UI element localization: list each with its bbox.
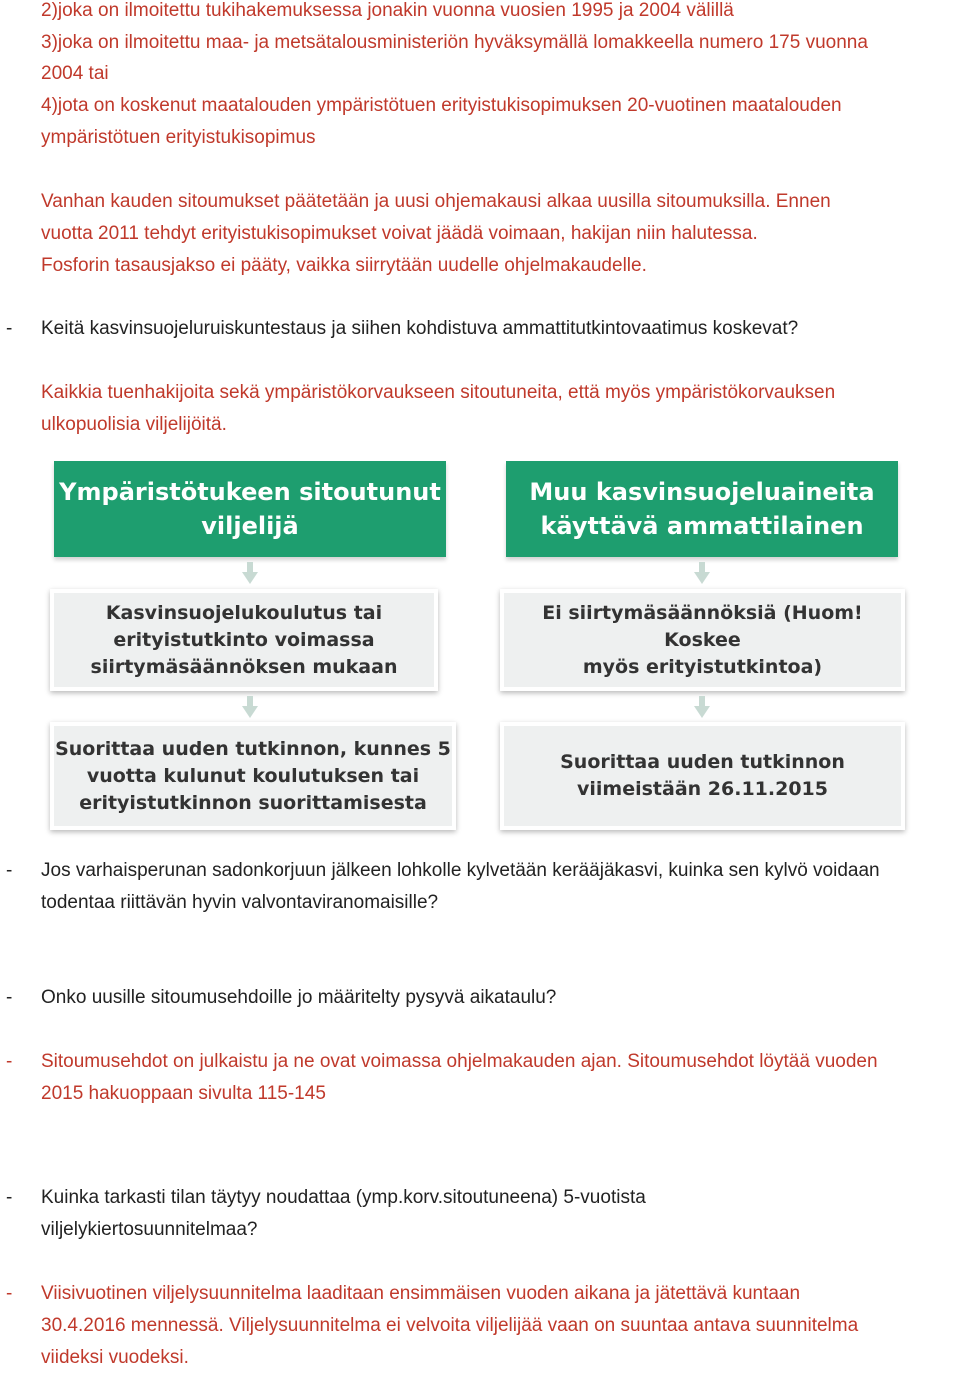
down-arrow-icon xyxy=(242,572,258,584)
down-arrow-icon xyxy=(694,572,710,584)
question-line: viljelykiertosuunnitelmaa? xyxy=(41,1219,258,1240)
question-line: todentaa riittävän hyvin valvontaviranomaisille? xyxy=(41,892,439,913)
down-arrow-icon xyxy=(694,706,710,718)
answer-line: Viisivuotinen viljelysuunnitelma laaditaan ensimmäisen vuoden aikana ja jätettävä kuntaan xyxy=(41,1283,801,1304)
bullet-dash: - xyxy=(6,1187,13,1208)
answer-line: Vanhan kauden sitoumukset päätetään ja uusi ohjemakausi alkaa uusilla sitoumuksilla. Ennen xyxy=(41,191,831,212)
bullet-dash: - xyxy=(6,860,13,881)
question-line: Onko uusille sitoumusehdoille jo määritelty pysyvä aikataulu? xyxy=(41,987,557,1008)
answer-line: 2015 hakuoppaan sivulta 115-145 xyxy=(41,1083,326,1104)
intro-line: 3)joka on ilmoitettu maa- ja metsätalousministeriön hyväksymällä lomakkeella numero 175 vuonna xyxy=(41,32,868,53)
question-line: Jos varhaisperunan sadonkorjuun jälkeen lohkolle kylvetään kerääjäkasvi, kuinka sen kylvö voidaan xyxy=(41,860,880,881)
answer-line: 30.4.2016 mennessä. Viljelysuunnitelma ei velvoita viljelijää vaan on suuntaa antava suunnitelma xyxy=(41,1315,859,1336)
bullet-dash: - xyxy=(6,1051,13,1072)
bullet-dash: - xyxy=(6,987,13,1008)
answer-line: vuotta 2011 tehdyt erityistukisopimukset voivat jäädä voimaan, hakijan niin halutessa. xyxy=(41,223,758,244)
down-arrow-icon xyxy=(242,706,258,718)
answer-line: Sitoumusehdot on julkaistu ja ne ovat voimassa ohjelmakauden ajan. Sitoumusehdot löytää vuoden xyxy=(41,1051,878,1072)
diagram-header-right: Muu kasvinsuojeluaineita käyttävä ammattilainen xyxy=(506,461,898,557)
answer-line: Fosforin tasausjakso ei pääty, vaikka siirrytään uudelle ohjelmakaudelle. xyxy=(41,255,647,276)
intro-line: 4)jota on koskenut maatalouden ympäristötuen erityistukisopimuksen 20-vuotinen maatalouden xyxy=(41,95,842,116)
intro-line: 2)joka on ilmoitettu tukihakemuksessa jonakin vuonna vuosien 1995 ja 2004 välillä xyxy=(41,0,734,21)
answer-line: Kaikkia tuenhakijoita sekä ympäristökorvaukseen sitoutuneita, että myös ympäristökorvauksen xyxy=(41,382,836,403)
question-line: Keitä kasvinsuojeluruiskuntestaus ja siihen kohdistuva ammattitutkintovaatimus koskevat? xyxy=(41,318,799,339)
diagram-middle-left: Kasvinsuojelukoulutus tai erityistutkinto voimassa siirtymäsäännöksen mukaan xyxy=(50,589,438,691)
intro-line: ympäristötuen erityistukisopimus xyxy=(41,127,316,148)
intro-line: 2004 tai xyxy=(41,63,109,84)
diagram-bottom-left: Suorittaa uuden tutkinnon, kunnes 5 vuotta kulunut koulutuksen tai erityistutkinnon suorittamisesta xyxy=(50,722,456,830)
bullet-dash: - xyxy=(6,318,13,339)
diagram-bottom-right: Suorittaa uuden tutkinnon viimeistään 26.11.2015 xyxy=(500,722,905,830)
diagram-middle-right: Ei siirtymäsäännöksiä (Huom! Koskee myös erityistutkintoa) xyxy=(500,589,905,691)
question-line: Kuinka tarkasti tilan täytyy noudattaa (ymp.korv.sitoutuneena) 5-vuotista xyxy=(41,1187,646,1208)
diagram-header-left: Ympäristötukeen sitoutunut viljelijä xyxy=(54,461,446,557)
answer-line: viideksi vuodeksi. xyxy=(41,1347,189,1368)
bullet-dash: - xyxy=(6,1283,13,1304)
answer-line: ulkopuolisia viljelijöitä. xyxy=(41,414,227,435)
